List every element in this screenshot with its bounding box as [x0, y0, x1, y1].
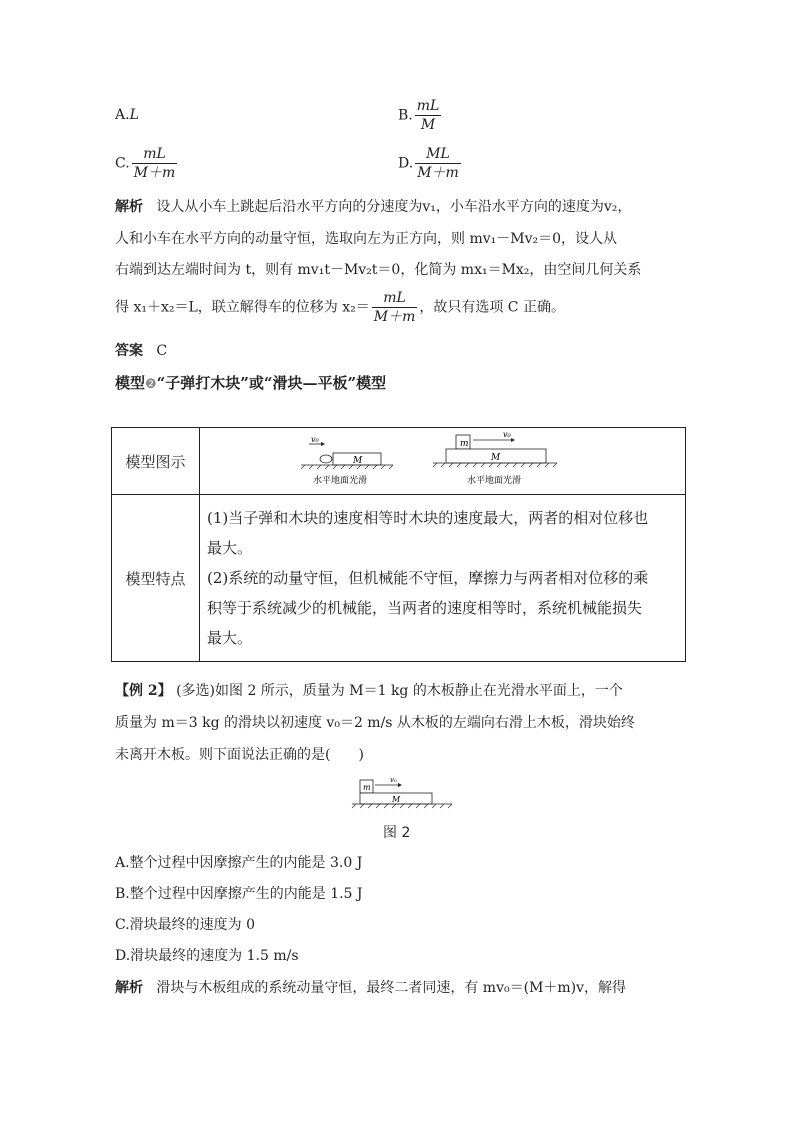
- fig1-caption: 水平地面光滑: [313, 476, 368, 486]
- analysis2-text: 滑块与木板组成的系统动量守恒，最终二者同速，有 mv₀＝(M＋m)v，解得: [156, 980, 627, 996]
- answer1-label: 答案: [115, 343, 143, 359]
- answer1-value: C: [156, 343, 168, 359]
- example2-line3: 未离开木板。则下面说法正确的是( ): [115, 747, 364, 763]
- model-number-icon: ❷: [145, 377, 157, 392]
- example2-option-b: B.整个过程中因摩擦产生的内能是 1.5 J: [115, 886, 363, 902]
- analysis1-line4-pre: 得 x₁＋x₂＝L，联立解得车的位移为 x₂＝: [115, 299, 370, 316]
- feature1-line2: 最大。: [207, 539, 253, 557]
- fig2-slider-label: m: [460, 439, 469, 449]
- fig1-bullet: [320, 455, 332, 463]
- analysis2-label: 解析: [115, 980, 143, 996]
- option-d-denominator: M＋m: [417, 165, 459, 181]
- row2-label: 模型特点: [112, 495, 200, 662]
- answer1: [115, 340, 167, 360]
- option-b-denominator: M: [420, 117, 436, 133]
- example2-velocity-label: v₀: [390, 776, 397, 784]
- figure1: [301, 435, 393, 486]
- example2-option-d: D.滑块最终的速度为 1.5 m/s: [115, 948, 299, 964]
- fig2-arrowhead-icon: [511, 438, 515, 442]
- example2-arrowhead-icon: [398, 783, 402, 787]
- example2-option-c: C.滑块最终的速度为 0: [115, 917, 256, 933]
- example2-line2: 质量为 m＝3 kg 的滑块以初速度 v₀＝2 m/s 从木板的左端向右滑上木板，滑块始终: [115, 715, 635, 731]
- analysis1-label: 解析: [115, 199, 143, 215]
- fig2-ground-hatch: [433, 463, 557, 467]
- fig1-block-label: M: [353, 456, 363, 466]
- example2-figure-caption: 图 2: [383, 825, 411, 841]
- option-d-prefix: D.: [398, 155, 414, 172]
- fig1-ground-hatch: [301, 465, 393, 469]
- option-d: [398, 146, 463, 181]
- option-b-fraction: [415, 98, 442, 133]
- option-d-fraction: [415, 146, 461, 181]
- analysis1-line3: 右端到达左端时间为 t，则有 mv₁t－Mv₂t＝0，化简为 mx₁＝Mx₂，由空间几何关系: [115, 262, 642, 278]
- feature2-line3: 最大。: [207, 629, 253, 647]
- option-b: [398, 98, 443, 133]
- option-c-denominator: M＋m: [133, 165, 176, 181]
- option-b-numerator: mL: [416, 98, 440, 114]
- analysis2: [115, 977, 626, 997]
- example2-line1: [115, 674, 623, 708]
- option-a-prefix: A.: [115, 107, 130, 123]
- feature2-line1: (2)系统的动量守恒，但机械能不守恒，摩擦力与两者相对位移的乘: [207, 569, 649, 587]
- analysis1-numerator: mL: [372, 290, 418, 308]
- row1-label: 模型图示: [112, 428, 200, 495]
- features-cell: [200, 495, 686, 662]
- analysis1-line1: [115, 190, 631, 224]
- example2-slider-label: m: [363, 783, 371, 792]
- analysis1-fraction: [372, 290, 418, 325]
- model-heading: [115, 372, 386, 393]
- table-row-figures: [112, 428, 686, 495]
- fig2-velocity-label: v₀: [503, 430, 511, 439]
- analysis1-line2: 人和小车在水平方向的动量守恒，选取向左为正方向，则 mv₁－Mv₂＝0，设人从: [115, 231, 618, 247]
- fig1-velocity-label: v₀: [311, 435, 319, 444]
- model-figures-cell: [200, 428, 686, 495]
- figure2: [433, 430, 557, 486]
- option-c-prefix: C.: [115, 155, 130, 172]
- example2-option-a: A.整个过程中因摩擦产生的内能是 3.0 J: [115, 855, 363, 871]
- model-table: [111, 427, 686, 662]
- option-a: [115, 107, 139, 123]
- example2-text1: (多选)如图 2 所示，质量为 M＝1 kg 的木板静止在光滑水平面上，一个: [176, 683, 623, 699]
- analysis1-text1: 设人从小车上跳起后沿水平方向的分速度为v₁，小车沿水平方向的速度为v₂，: [156, 199, 632, 215]
- table-row-features: [112, 495, 686, 662]
- option-d-numerator: ML: [415, 146, 461, 164]
- analysis1-line4-post: ，故只有选项 C 正确。: [419, 299, 565, 316]
- fig2-caption: 水平地面光滑: [467, 476, 522, 486]
- example2-board-label: M: [392, 795, 401, 804]
- example2-tag: 【例 2】: [115, 683, 172, 699]
- feature1-line1: (1)当子弹和木块的速度相等时木块的速度最大，两者的相对位移也: [207, 509, 649, 527]
- option-c-numerator: mL: [132, 146, 178, 164]
- model-heading-prefix: 模型: [115, 374, 146, 392]
- example2-ground-hatch: [352, 804, 452, 808]
- option-a-text: L: [129, 107, 139, 123]
- analysis1-denominator: M＋m: [373, 309, 416, 325]
- model-figures: [201, 429, 684, 493]
- option-c-fraction: [132, 146, 178, 181]
- model-heading-title: “子弹打木块”或“滑块—平板”模型: [156, 374, 387, 392]
- option-c: [115, 146, 179, 181]
- example2-figure: [350, 774, 460, 810]
- feature2-line2: 积等于系统减少的机械能，当两者的速度相等时，系统机械能损失: [207, 599, 643, 617]
- fig1-arrowhead-icon: [321, 442, 325, 446]
- option-b-prefix: B.: [398, 107, 413, 124]
- analysis1-line4: [115, 290, 565, 325]
- fig2-board-label: M: [491, 453, 501, 463]
